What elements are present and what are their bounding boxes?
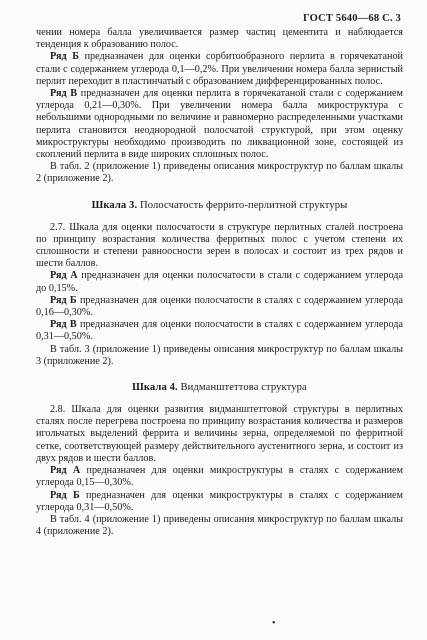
row-text: предназначен для оценки сорбитообразного перлита в горячекатаной стали с содержанием углерода 0,1—0,2%. При увеличении номера балла зернистый перлит переходит в пластинчатый с образованием дифференцированных полос. (36, 51, 404, 87)
scale-4-heading (36, 382, 403, 393)
paragraph-continuation: чении номера балла увеличивается размер частиц цементита и наблюдается тенденция к образованию полос. (36, 27, 403, 51)
row-label: Ряд В (50, 88, 78, 100)
page-header: ГОСТ 5640—68 С. 3 (302, 13, 401, 24)
row-label: Ряд Б (50, 51, 79, 63)
paragraph-scale4-row-b (36, 490, 403, 514)
paragraph-table-2-ref: В табл. 2 (приложение 1) приведены описания микроструктур по баллам шкалы 2 (приложение 2). (36, 161, 403, 185)
scale-number: Шкала 4. (132, 382, 178, 394)
paragraph-scale3-row-v (36, 319, 403, 343)
paragraph-table-4-ref: В табл. 4 (приложение 1) приведены описания микроструктур по баллам шкалы 4 (приложение 2). (36, 513, 403, 538)
row-text: предназначен для оценки микроструктуры в сталях с содержанием углерода 0,15—0,30%. (36, 465, 404, 489)
scan-speck: • (272, 618, 276, 629)
scale-title: Полосчатость феррито-перлитной структуры (137, 199, 348, 211)
paragraph-row-v (36, 88, 403, 161)
paragraph-scale3-row-a (36, 270, 403, 294)
paragraph-2-7: 2.7. Шкала для оценки полосчатости в структуре перлитных сталей построена по принципу возрастания количества ферритных полос с учетом степени их сплошности и степени равноосности зерен в полосах и состоит из трех рядов и шести баллов. (36, 221, 403, 270)
paragraph-scale4-row-a (36, 465, 403, 489)
scale-title: Видманштеттова структура (177, 382, 307, 394)
row-label: Ряд Б (50, 294, 77, 306)
scale-number: Шкала 3. (91, 199, 138, 211)
row-label: Ряд В (50, 319, 77, 331)
row-label: Ряд Б (50, 489, 80, 501)
row-text: предназначен для оценки полосчатости в сталях с содержанием углерода 0,16—0,30%. (36, 294, 403, 319)
document-body (36, 27, 403, 538)
paragraph-table-3-ref: В табл. 3 (приложение 1) приведены описания микроструктур по баллам шкалы 3 (приложение 2). (36, 343, 403, 367)
paragraph-scale3-row-b (36, 295, 403, 319)
row-text: предназначен для оценки полосчатости в стали с содержанием углерода до 0,15%. (36, 270, 404, 294)
scale-3-heading (36, 200, 403, 211)
paragraph-row-b (36, 51, 403, 88)
row-text: предназначен для оценки перлита в горячекатаной стали с содержанием углерода 0,21—0,30%. При увеличении номера балла микроструктура с небольшими однородными по величине и равномерно распределенными участками перлита становится неоднородной полосчатой структурой, при этом оценку микроструктуры необходимо производить по ликвационной зоне, состоящей из скоплений перлита в виде широких сплошных полос. (36, 88, 403, 161)
row-label: Ряд А (50, 270, 78, 282)
paragraph-2-8: 2.8. Шкала для оценки развития видманштеттовой структуры в перлитных сталях после перегрева построена по принципу возрастания количества и размеров игольчатых выделений феррита и величины зерна, определяемой по ферритной сетке, соответствующей размеру действительного аустенитного зерна, и состоит из двух рядов и шести баллов. (36, 404, 403, 464)
row-label: Ряд А (50, 465, 81, 477)
row-text: предназначен для оценки микроструктуры в сталях с содержанием углерода 0,31—0,50%. (36, 489, 403, 513)
row-text: предназначен для оценки полосчатости в сталях с содержанием углерода 0,31—0,50%. (36, 319, 404, 343)
